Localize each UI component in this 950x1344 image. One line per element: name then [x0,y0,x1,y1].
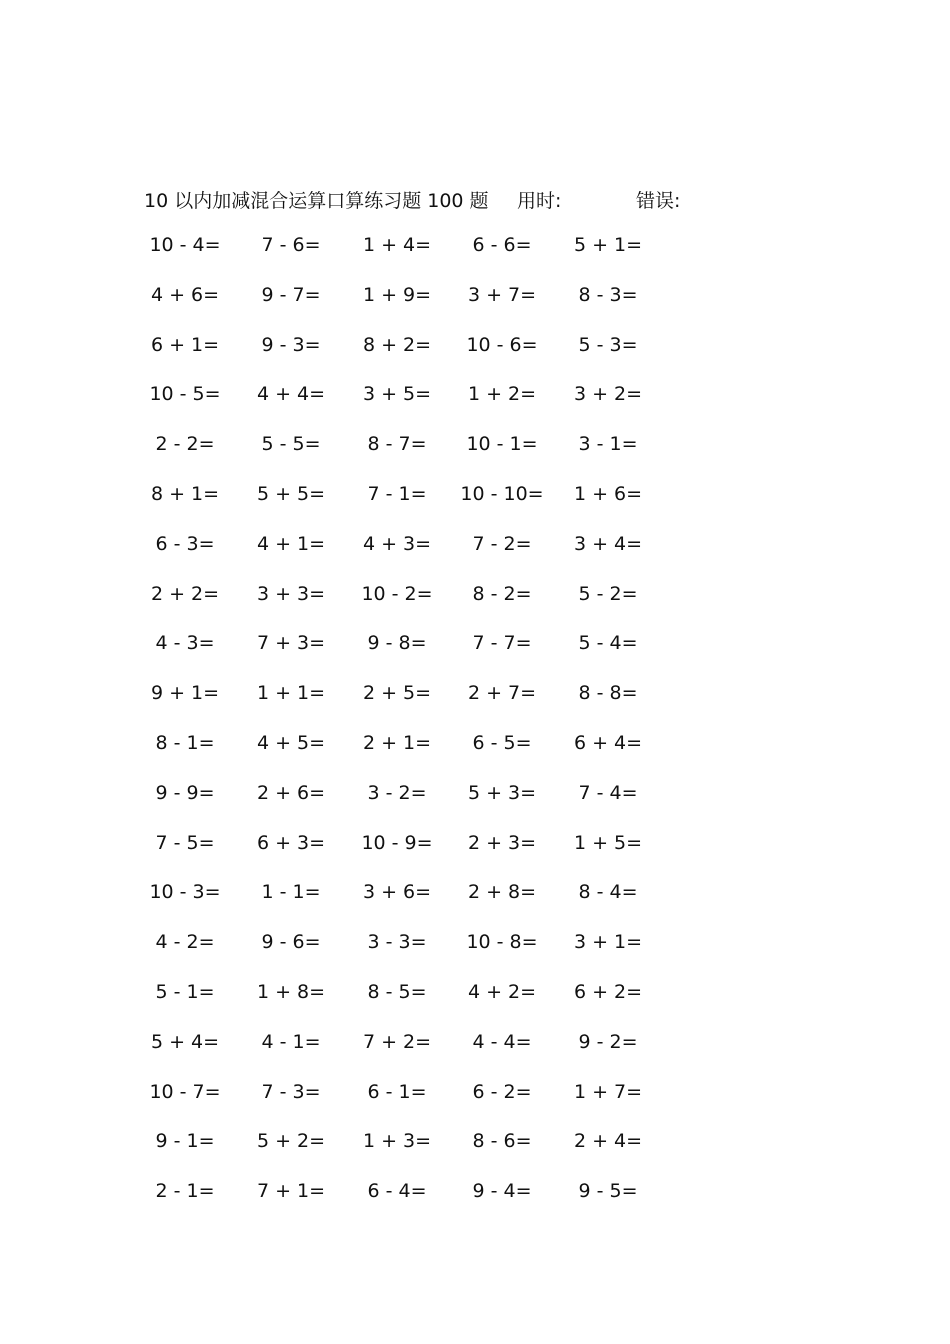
problem-cell: 10 - 7= [149,1080,221,1103]
problem-row [0,284,950,334]
problem-cell: 6 - 5= [472,731,532,754]
problem-cell: 6 - 6= [472,234,532,256]
problem-cell: 7 - 7= [472,632,532,655]
problem-cell: 1 + 2= [467,383,537,406]
problem-cell: 10 - 6= [466,333,538,356]
problem-cell: 2 + 5= [362,682,432,705]
problem-cell: 2 + 8= [467,881,537,904]
problem-cell: 9 - 3= [261,333,321,356]
problem-cell: 2 + 4= [573,1130,643,1153]
problem-cell: 8 - 2= [472,582,532,605]
problem-cell: 9 - 8= [367,632,427,655]
problem-cell: 1 + 6= [573,482,643,505]
problem-cell: 8 + 1= [150,482,220,505]
worksheet-header [0,186,950,216]
errors-label: 错误: [636,190,681,212]
problem-cell: 8 - 7= [367,433,427,456]
problem-cell: 5 + 5= [256,482,326,505]
problem-cell: 2 - 1= [155,1180,215,1203]
problem-cell: 7 - 4= [578,781,638,804]
problem-cell: 9 + 1= [150,682,220,705]
problem-cell: 4 + 2= [467,980,537,1003]
problem-cell: 5 - 3= [578,333,638,356]
problem-cell: 5 + 4= [150,1030,220,1053]
problem-cell: 4 + 4= [256,383,326,406]
problem-cell: 9 - 2= [578,1030,638,1053]
problem-cell: 6 - 3= [155,532,215,555]
problem-cell: 3 - 1= [578,433,638,456]
problem-row [0,782,950,832]
problem-row [0,334,950,384]
problem-cell: 8 - 6= [472,1130,532,1153]
problem-cell: 6 + 1= [150,333,220,356]
problem-cell: 8 - 5= [367,980,427,1003]
problem-cell: 8 + 2= [362,333,432,356]
problem-cell: 7 + 2= [362,1030,432,1053]
problem-cell: 10 - 4= [149,234,221,256]
problem-row [0,1081,950,1131]
problem-cell: 9 - 4= [472,1180,532,1203]
problem-cell: 7 - 5= [155,831,215,854]
problem-cell: 3 + 7= [467,283,537,306]
problem-cell: 6 - 1= [367,1080,427,1103]
problem-cell: 1 + 4= [362,234,432,256]
problem-row [0,433,950,483]
worksheet-title: 10 以内加减混合运算口算练习题 100 题 [144,190,489,212]
problem-cell: 6 - 4= [367,1180,427,1203]
problem-cell: 9 - 7= [261,283,321,306]
problem-cell: 3 + 3= [256,582,326,605]
problem-cell: 5 - 2= [578,582,638,605]
problem-cell: 6 + 2= [573,980,643,1003]
problem-row [0,632,950,682]
problem-cell: 7 - 6= [261,234,321,256]
problem-cell: 4 - 1= [261,1030,321,1053]
problem-cell: 1 + 1= [256,682,326,705]
problem-cell: 9 - 5= [578,1180,638,1203]
problem-cell: 8 - 3= [578,283,638,306]
problem-cell: 4 - 4= [472,1030,532,1053]
problem-row [0,682,950,732]
problem-cell: 2 + 7= [467,682,537,705]
problem-cell: 7 + 3= [256,632,326,655]
problem-cell: 3 - 2= [367,781,427,804]
problem-cell: 5 + 3= [467,781,537,804]
problem-cell: 4 + 6= [150,283,220,306]
problem-cell: 10 - 10= [460,482,544,505]
problem-cell: 9 - 9= [155,781,215,804]
problem-row [0,1130,950,1180]
problem-row [0,533,950,583]
problem-cell: 3 + 2= [573,383,643,406]
problem-cell: 4 + 1= [256,532,326,555]
problem-cell: 1 + 8= [256,980,326,1003]
problem-cell: 3 + 4= [573,532,643,555]
problem-cell: 1 + 7= [573,1080,643,1103]
problem-row [0,383,950,433]
problem-cell: 3 + 6= [362,881,432,904]
problem-cell: 8 - 4= [578,881,638,904]
problem-cell: 3 - 3= [367,931,427,954]
problem-cell: 7 - 3= [261,1080,321,1103]
problem-cell: 10 - 2= [361,582,433,605]
problem-cell: 2 + 1= [362,731,432,754]
problem-row [0,832,950,882]
problem-cell: 5 - 4= [578,632,638,655]
problem-cell: 10 - 1= [466,433,538,456]
problem-cell: 1 - 1= [261,881,321,904]
problem-cell: 5 - 1= [155,980,215,1003]
problem-cell: 6 + 3= [256,831,326,854]
problem-cell: 10 - 3= [149,881,221,904]
problem-cell: 6 - 2= [472,1080,532,1103]
problem-cell: 9 - 1= [155,1130,215,1153]
problem-cell: 5 + 1= [573,234,643,256]
problem-cell: 10 - 8= [466,931,538,954]
problem-row [0,483,950,533]
problem-row [0,1180,950,1230]
problem-cell: 8 - 8= [578,682,638,705]
problem-row [0,234,950,284]
problem-cell: 1 + 5= [573,831,643,854]
problem-row [0,981,950,1031]
problem-cell: 7 - 1= [367,482,427,505]
problem-cell: 3 + 5= [362,383,432,406]
problem-cell: 2 - 2= [155,433,215,456]
problem-row [0,732,950,782]
problem-row [0,1031,950,1081]
problem-cell: 10 - 5= [149,383,221,406]
problem-cell: 7 - 2= [472,532,532,555]
problem-row [0,881,950,931]
problem-cell: 2 + 2= [150,582,220,605]
problem-cell: 9 - 6= [261,931,321,954]
problem-cell: 1 + 3= [362,1130,432,1153]
problem-cell: 4 - 2= [155,931,215,954]
problem-cell: 10 - 9= [361,831,433,854]
problem-cell: 2 + 3= [467,831,537,854]
problem-cell: 5 - 5= [261,433,321,456]
problem-row [0,931,950,981]
problem-cell: 4 - 3= [155,632,215,655]
problem-grid [0,234,950,1230]
problem-cell: 8 - 1= [155,731,215,754]
problem-cell: 7 + 1= [256,1180,326,1203]
problem-cell: 4 + 5= [256,731,326,754]
problem-cell: 4 + 3= [362,532,432,555]
problem-cell: 5 + 2= [256,1130,326,1153]
problem-cell: 1 + 9= [362,283,432,306]
problem-cell: 3 + 1= [573,931,643,954]
problem-cell: 2 + 6= [256,781,326,804]
time-label: 用时: [517,190,562,212]
problem-row [0,583,950,633]
problem-cell: 6 + 4= [573,731,643,754]
